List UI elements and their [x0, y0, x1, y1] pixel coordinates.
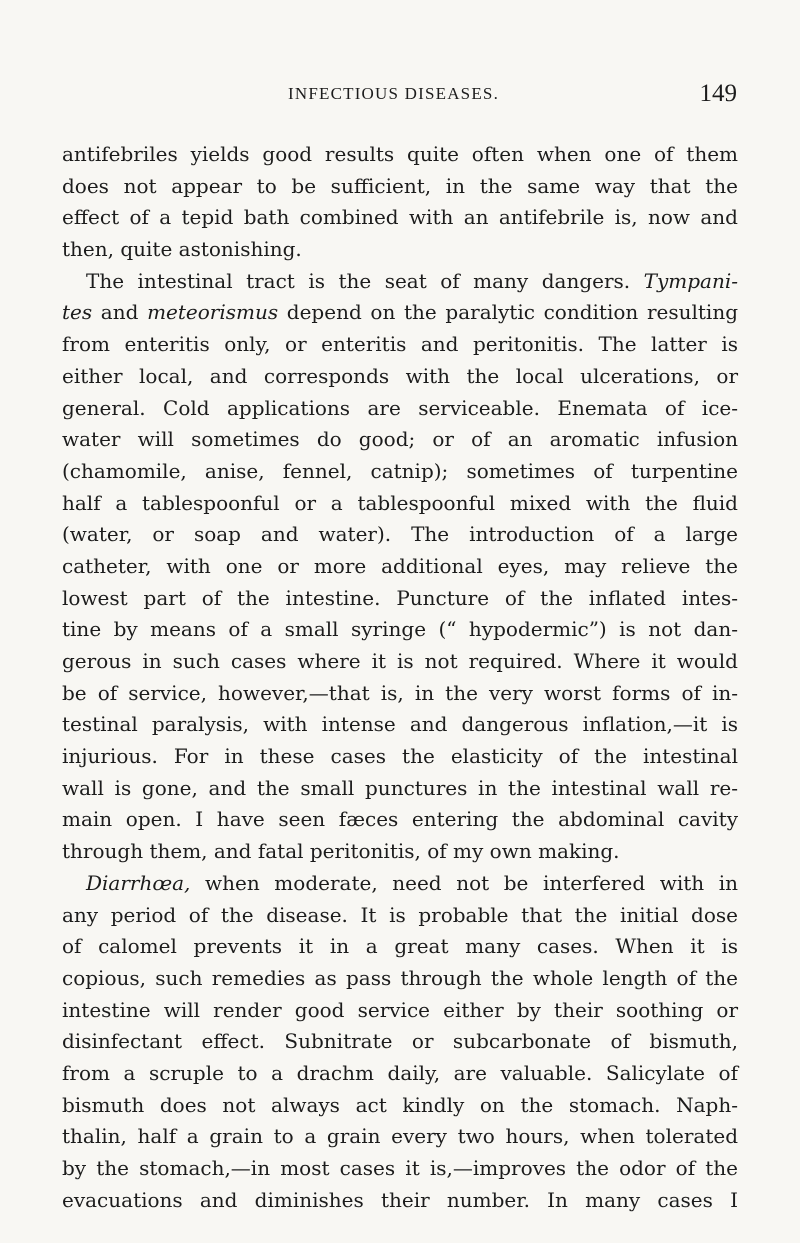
text-line: any period of the disease. It is probable that the initial dose	[62, 902, 738, 927]
running-title: INFECTIOUS DISEASES.	[288, 84, 500, 103]
text-line: copious, such remedies as pass through the whole length of the	[62, 965, 738, 990]
text-line: lowest part of the intestine. Puncture of the inflated intes-	[62, 585, 738, 610]
text-line: effect of a tepid bath combined with an antifebrile is, now and	[62, 205, 738, 230]
text-line: intestine will render good service either by their soothing or	[62, 997, 738, 1022]
text-line: be of service, however,—that is, in the very worst forms of in-	[62, 680, 738, 705]
text-line: (water, or soap and water). The introduction of a large	[62, 522, 738, 547]
text-line: disinfectant effect. Subnitrate or subcarbonate of bismuth,	[62, 1029, 738, 1054]
text-line: evacuations and diminishes their number. In many cases I	[62, 1187, 738, 1212]
paragraph-start-line: The intestinal tract is the seat of many dangers. Tympani-	[86, 268, 738, 293]
text-line: testinal paralysis, with intense and dangerous inflation,—it is	[62, 712, 738, 737]
text-line: water will sometimes do good; or of an aromatic infusion	[62, 427, 738, 452]
italic-term: Diarrhœa,	[86, 870, 191, 895]
text-line: from enteritis only, or enteritis and peritonitis. The latter is	[62, 332, 738, 357]
text-line: gerous in such cases where it is not required. Where it would	[62, 649, 738, 673]
text-line: main open. I have seen fæces entering the abdominal cavity	[62, 807, 738, 832]
text-line: injurious. For in these cases the elasticity of the intestinal	[62, 744, 738, 769]
italic-term: Tympani-	[643, 268, 738, 293]
paragraph-start-line: Diarrhœa, when moderate, need not be interfered with in	[86, 870, 738, 895]
text-line: from a scruple to a drachm daily, are valuable. Salicylate of	[62, 1060, 738, 1085]
text-line: half a tablespoonful or a tablespoonful mixed with the fluid	[62, 490, 738, 515]
running-head	[288, 82, 737, 110]
italic-term: meteorismus	[147, 300, 279, 325]
text-line: either local, and corresponds with the local ulcerations, or	[62, 363, 738, 388]
italic-term: tes	[62, 300, 93, 325]
text-line: wall is gone, and the small punctures in the intestinal wall re-	[62, 775, 738, 800]
text-line: of calomel prevents it in a great many cases. When it is	[62, 934, 738, 959]
text-line: catheter, with one or more additional eyes, may relieve the	[62, 553, 738, 578]
page-number: 149	[699, 80, 737, 107]
text-line: tes and meteorismus depend on the paralytic condition resulting	[62, 300, 738, 325]
text-line: bismuth does not always act kindly on the stomach. Naph-	[62, 1092, 738, 1117]
text-line: (chamomile, anise, fennel, catnip); sometimes of turpentine	[62, 458, 738, 483]
text-line: then, quite astonishing.	[62, 237, 302, 262]
text-line: general. Cold applications are serviceable. Enemata of ice-	[62, 395, 738, 420]
text-line: antifebriles yields good results quite often when one of them	[62, 142, 738, 166]
text-line: does not appear to be sufficient, in the same way that the	[62, 173, 738, 198]
text-line: thalin, half a grain to a grain every two hours, when tolerated	[62, 1124, 738, 1149]
body-text	[62, 139, 738, 1216]
text-line: through them, and fatal peritonitis, of my own making.	[62, 839, 620, 864]
text-line: tine by means of a small syringe (“ hypodermic”) is not dan-	[62, 617, 738, 642]
text-line: by the stomach,—in most cases it is,—improves the odor of the	[62, 1156, 738, 1180]
